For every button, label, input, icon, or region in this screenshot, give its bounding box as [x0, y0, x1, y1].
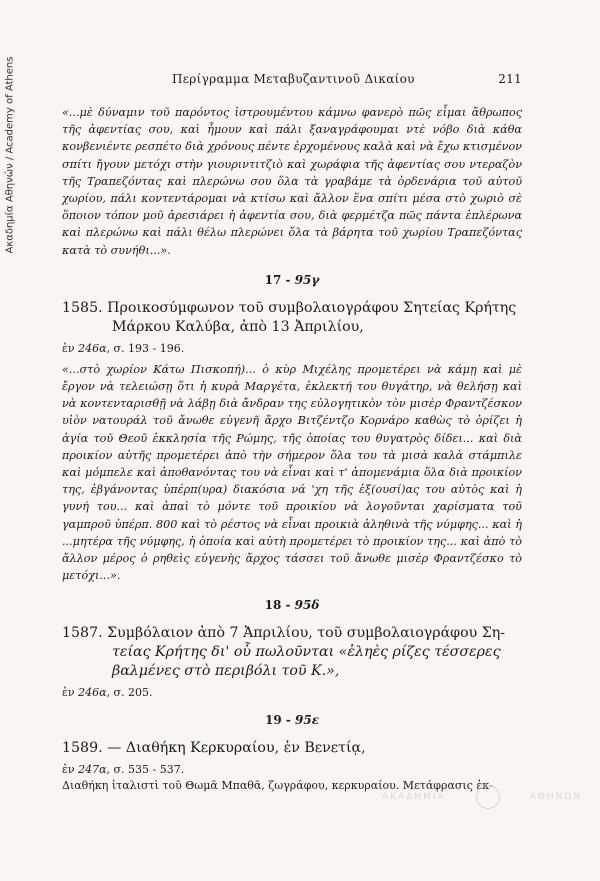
archive-side-label — [2, 30, 18, 280]
academy-watermark — [382, 783, 582, 811]
separator-code: 95δ — [294, 598, 320, 613]
ref-prefix: ἐν — [62, 341, 75, 355]
ref-pages: σ. 205. — [113, 686, 153, 700]
entry-number: 1589. — [62, 740, 103, 757]
separator-code: 95γ — [294, 272, 320, 287]
page-number: 211 — [498, 72, 522, 86]
section-separator-18: 18 - 95δ — [264, 598, 320, 613]
separator-code: 95ε — [295, 713, 320, 728]
watermark-left-word: ΑΚΑΔΗΜΙΑ — [382, 792, 446, 802]
entry-1589-heading — [62, 739, 522, 758]
top-quote-text: «...μὲ δύναμιν τοῦ παρόντος ἰστρουμέντου κάμνω φανερὸ πῶς εἶμαι ἄθρωπος τῆς ἀφεντίας σου, καὶ ἦμουν καὶ πάλι ξαναγράφουμαι ντὲ νόβο διὰ κάθα κονβενιέντε ρεσπέτο διὰ χρόνους πέντε ἐρχομένους καλὰ καὶ νὰ ἔχω κτισμένον σπίτι ἤγουν μετόχι στὴν γιουριντιτζιὸ καὶ χωράφια τῆς ἀφεντίας σου ντεραζὸν τῆς Τραπεζόντας καὶ πλερώνω σου ὅλα τὰ γραβάμε τὰ ὀρδενάρια τοῦ αὐτοῦ χωρίου, πάλι κοντεντάρομαι νὰ κτίσω καὶ ἄλλον ἕνα σπίτι μέσα στὸ χωριὸ σὲ ὅποιον τόπον μοῦ ἀρεσιάρει ἡ ἀφεντία σου, διὰ φερμέτζα πῶς πάντα ἐπλέρωνα καὶ πλερώνω καὶ πάλι θέλω πλερώνει ὅλα τὰ βάρητα τοῦ χωρίου Τραπεζόντας κατὰ τὸ συνήθι...». — [62, 106, 522, 257]
seal-icon — [476, 785, 500, 809]
ref-prefix: ἐν — [62, 686, 75, 700]
entry-1589-body: Διαθήκη ἰταλιστὶ τοῦ Θωμᾶ Μπαθᾶ, ζωγράφου, κερκυραίου. Μετάφρασις ἐκ- — [62, 779, 493, 793]
separator-number: 19 — [264, 713, 282, 728]
entry-quote-text: «...στὸ χωρίον Κάτω Πισκοπή)... ὁ κὺρ Μιχέλης προμετέρει νὰ κάμῃ καὶ μὲ ἔργον νὰ τελειώσῃ ὅτι ἡ κυρὰ Μαργέτα, ἐκλεκτή του θυγάτηρ, νὰ θελήσῃ καὶ νὰ κοντενταρισθῇ νὰ λάβῃ διὰ ἄνδραν της εὐλογητικὸν τὸν μισὲρ Φραντζέσκον υἱὸν νατουράλ τοῦ ἄνωθε εὐγενῆ ἄρχο Βιτζέντζο Κορνάρο καθὼς τὸ ὁρίζει ἡ ἁγία τοῦ Θεοῦ ἐκκλησία τῆς Ρώμης, τῆς ὁποίας του θυγατρὸς δίδει... καὶ διὰ προικίον αὐτῆς προμετέρει ἀπὸ τὴν σήμερον ὅλα του τὰ μισὰ καλὰ στάμπιλε καὶ μόμπελε καὶ ἀποθανόντας του νὰ εἶναι καὶ τ' ἀπομενάμια ὅλα διὰ προικίον της, ἐβγάνοντας ὑπέρπ(υρα) διακόσια νά 'χη τῆς ἐξ(ουσί)ας του αὐτὸς καὶ ἡ γυνή του... καὶ ἀπαὶ τὸ μόντε τοῦ προικίου νὰ λογοῦνται χαρίσματα τοῦ γαμπροῦ ὑπέρπ. 800 καὶ τὸ ρέστος νὰ εἶναι προικιὰ ἀληθινὰ τῆς νύμφης... καὶ ἡ ...μητέρα τῆς νύμφης, ἡ ὁποία καὶ αὐτὴ προμετέρει τὸ προικίον της... καὶ ἀπὸ τὸ ἄλλον μέρος ὁ ρηθεὶς εὐγενὴς ἄρχος τάσσει τοῦ ἄνωθε μισὲρ Φραντζέσκο τὸ μετόχι...». — [62, 362, 522, 583]
ref-volume: 246α, — [78, 686, 111, 700]
section-separator-19: 19 - 95ε — [264, 713, 320, 728]
entry-heading-line1: Προικοσύμφωνον τοῦ συμβολαιογράφου Σητείας Κρήτης — [107, 299, 517, 316]
ref-volume: 247α, — [78, 763, 111, 777]
entry-1587-reference — [62, 686, 522, 699]
separator-number: 17 — [264, 272, 282, 287]
section-separator-17: 17 - 95γ — [264, 272, 320, 287]
entry-heading-line1: — Διαθήκη Κερκυραίου, ἐν Βενετίᾳ, — [107, 740, 366, 757]
ref-pages: σ. 193 - 196. — [113, 341, 185, 355]
separator-number: 18 — [264, 598, 282, 613]
running-head — [62, 72, 522, 90]
ref-volume: 246α, — [78, 341, 111, 355]
entry-1589-reference — [62, 763, 522, 776]
document-page — [62, 72, 522, 794]
ref-pages: σ. 535 - 537. — [113, 763, 185, 777]
entry-heading-line2: Μάρκου Καλύβα, ἀπὸ 13 Ἀπριλίου, — [112, 318, 364, 335]
side-label-text: Ακαδημία Αθηνών / Academy of Athens — [4, 56, 16, 254]
entry-1587-heading — [62, 624, 522, 681]
entry-number: 1585. — [62, 299, 103, 316]
top-quote — [62, 104, 522, 259]
entry-heading-line1: Συμβόλαιον ἀπὸ 7 Ἀπριλίου, τοῦ συμβολαιογράφου Ση- — [107, 625, 506, 642]
entry-1585-quote — [62, 361, 522, 585]
entry-1585-heading — [62, 299, 522, 337]
ref-prefix: ἐν — [62, 763, 75, 777]
entry-number: 1587. — [62, 625, 103, 642]
entry-heading-line2: τείας Κρήτης δι' οὗ πωλοῦνται «ἐληὲς ρίζες τέσσερες βαλμένες στὸ περιβόλι τοῦ Κ.», — [112, 644, 501, 680]
entry-1585-reference — [62, 342, 522, 355]
running-title: Περίγραμμα Μεταβυζαντινοῦ Δικαίου — [172, 72, 415, 86]
watermark-right-word: ΑΘΗΝΩΝ — [529, 792, 582, 802]
